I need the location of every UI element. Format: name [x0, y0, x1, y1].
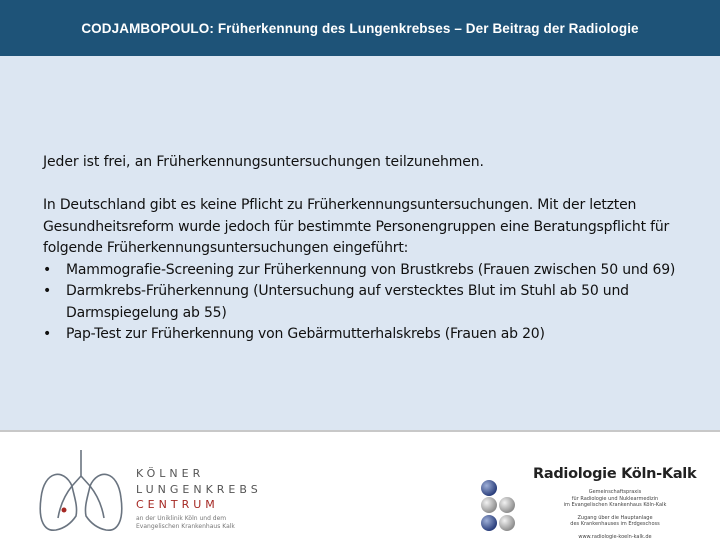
bullet-item [43, 281, 683, 324]
logo-sub-line: Evangelischen Krankenhaus Kalk [136, 523, 235, 530]
logo-line-lungenkrebs: LUNGENKREBS [136, 482, 262, 496]
info-line: für Radiologie und Nuklearmedizin [571, 495, 659, 502]
slide-header [0, 0, 720, 56]
bullet-dot: • [43, 261, 52, 278]
logo-line-koelner: KÖLNER [136, 467, 205, 480]
radiologie-info [540, 489, 690, 540]
lungenkrebs-centrum-subtitle [136, 515, 286, 531]
bullet-item [43, 324, 683, 346]
logo-sub-line: an der Uniklinik Köln und dem [136, 515, 227, 522]
spheres-icon [476, 478, 524, 538]
text-block [43, 152, 683, 346]
bullet-text: Pap-Test zur Früherkennung von Gebärmutterhalskrebs (Frauen ab 20) [66, 326, 545, 342]
info-line: Gemeinschaftspraxis [588, 489, 642, 495]
bullet-dot: • [43, 326, 52, 342]
info-line: Zugang über die Hauptanlage [577, 514, 653, 521]
bullet-text: Mammografie-Screening zur Früherkennung von Brustkrebs (Frauen zwischen 50 und 69) [66, 261, 676, 278]
logo-line-centrum: CENTRUM [136, 498, 219, 511]
slide-title: CODJAMBOPOULO: Früherkennung des Lungenkrebses – Der Beitrag der Radiologie [81, 20, 639, 36]
bullet-text: Darmkrebs-Früherkennung (Untersuchung auf verstecktes Blut im Stuhl ab 50 und Darmspiegelung ab 55) [66, 283, 629, 321]
info-website: www.radiologie-koeln-kalk.de [578, 533, 652, 540]
bullet-dot: • [43, 283, 52, 299]
info-line: des Krankenhauses im Erdgeschoss [570, 521, 660, 528]
lungs-icon [34, 446, 128, 536]
radiologie-logo-title: Radiologie Köln-Kalk [533, 466, 697, 482]
lungenkrebs-centrum-wordmark [136, 466, 262, 513]
slide-footer [0, 432, 720, 540]
content-heading: Jeder ist frei, an Früherkennungsuntersuchungen teilzunehmen. [43, 154, 484, 170]
info-line: im Evangelischen Krankenhaus Köln-Kalk [563, 502, 667, 509]
bullet-item [43, 260, 683, 282]
content-paragraph: In Deutschland gibt es keine Pflicht zu Früherkennungsuntersuchungen. Mit der letzten Gesundheitsreform wurde jedoch für bestimmte Personengruppen eine Beratungspflicht für folgende Früherkennungsuntersuchungen eingeführt: [43, 197, 670, 256]
slide-content [0, 56, 720, 430]
bullet-list [43, 260, 683, 346]
